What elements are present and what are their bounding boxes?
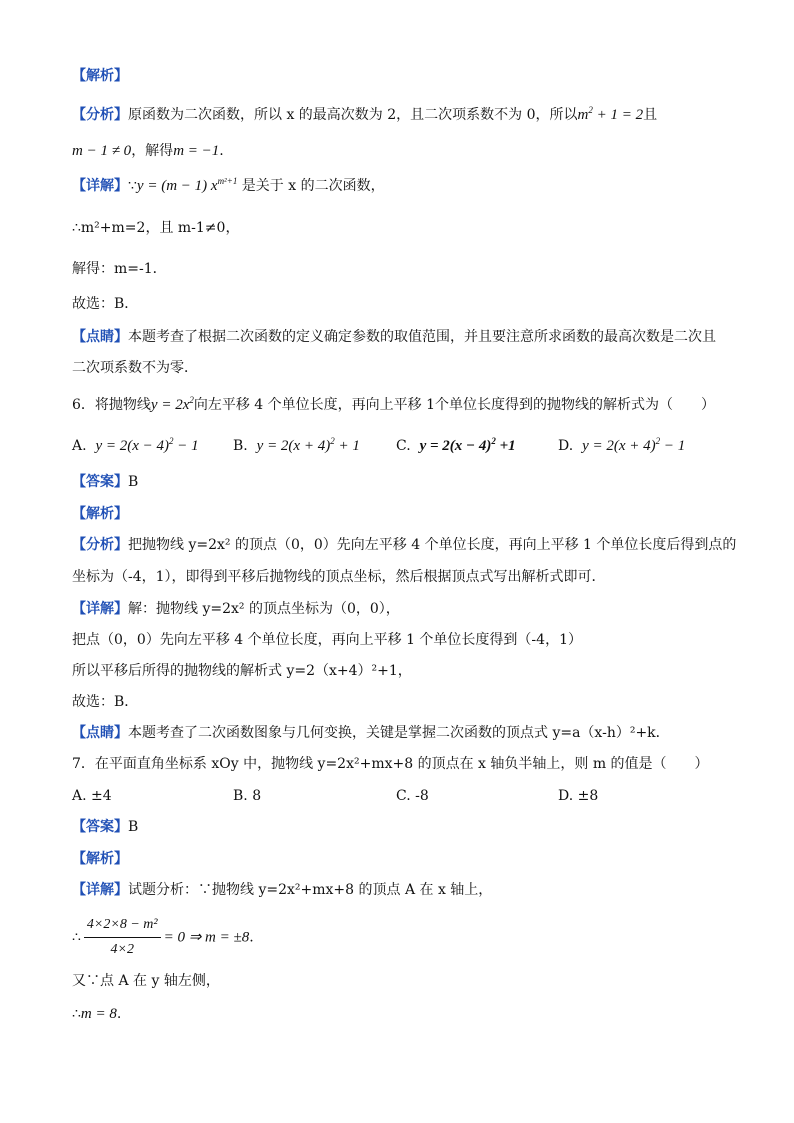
q6-option-d: D. $y = 2(x + 4)^2 - 1$	[558, 436, 686, 454]
q6-stem-suffix: 向左平移 4 个单位长度，再向上平移 1个单位长度得到的抛物线的解析式为（ ）	[193, 397, 716, 413]
fenxi-tag: 【分析】	[72, 537, 128, 553]
q6-stem-math: $y = 2x^2$	[150, 395, 194, 413]
period: .	[249, 929, 254, 946]
q6-option-c: C. $y = 2(x - 4)^2 +1$	[396, 436, 516, 454]
q7-option-b: B. 8	[233, 788, 262, 804]
q6-option-b: B. $y = 2(x + 4)^2 + 1$	[233, 436, 360, 454]
q5-xiangjie-line	[72, 176, 385, 196]
q6-xiangjie-line3: 所以平移后所得的抛物线的解析式 y=2（x+4）²+1，	[72, 663, 412, 679]
q5-fenxi-line1	[72, 105, 657, 125]
period: .	[116, 1006, 122, 1022]
xiangjie-tag: 【详解】	[72, 601, 128, 617]
q7-answer-line	[72, 817, 138, 837]
q5-jiexi-heading	[72, 66, 128, 86]
because-symbol: ∵	[128, 178, 137, 194]
dianjing-tag: 【点睛】	[72, 329, 128, 345]
dianjing-text: 本题考查了二次函数图象与几何变换，关键是掌握二次函数的顶点式 y=a（x-h）²+k．	[128, 725, 670, 741]
q5-dianjing-line2: 二次项系数不为零．	[72, 360, 198, 376]
answer-value: B	[128, 819, 139, 835]
q5-solve-line: 解得：m=-1．	[72, 261, 167, 277]
q6-stem-prefix: 6．将抛物线	[72, 397, 151, 413]
fraction	[84, 914, 161, 961]
jiexi-tag: 【解析】	[72, 851, 128, 867]
jiexi-tag: 【解析】	[72, 506, 128, 522]
fenxi-tag: 【分析】	[72, 107, 128, 123]
xiangjie-text: 试题分析：∵抛物线 y=2x²+mx+8 的顶点 A 在 x 轴上，	[128, 882, 493, 898]
q7-xiangjie-line	[72, 880, 492, 900]
xiangjie-tag: 【详解】	[72, 882, 128, 898]
q5-dianjing-line1	[72, 327, 716, 347]
q7-again-line: 又∵点 A 在 y 轴左侧，	[72, 973, 220, 989]
xiangjie-text-1: 解：抛物线 y=2x² 的顶点坐标为（0，0），	[128, 601, 400, 617]
q5-therefore-line: ∴m²+m=2，且 m-1≠0，	[72, 220, 240, 236]
period: .	[219, 143, 224, 159]
q6-answer-line	[72, 472, 138, 492]
q6-xiangjie-line2: 把点（0，0）先向左平移 4 个单位长度，再向上平移 1 个单位长度得到（-4，1）	[72, 632, 582, 648]
q6-choose-line: 故选：B．	[72, 694, 139, 710]
xiangjie-math: y = (m − 1) $x^{m^2+1}$	[136, 176, 238, 194]
fenxi-line2-math2: m = −1	[173, 143, 220, 159]
q7-fraction-line	[72, 914, 254, 961]
fenxi-text: 原函数为二次函数，所以 x 的最高次数为 2，且二次项系数不为 0，所以	[128, 107, 578, 123]
fraction-result: = 0 ⇒ m = ±8	[163, 929, 250, 946]
q6-option-a: A. $y = 2(x - 4)^2 - 1$	[72, 436, 199, 454]
answer-tag: 【答案】	[72, 819, 128, 835]
q5-fenxi-line2	[72, 141, 224, 161]
q6-fenxi-line2: 坐标为（-4，1），即得到平移后抛物线的顶点坐标，然后根据顶点式写出解析式即可．	[72, 569, 606, 585]
dianjing-tag: 【点睛】	[72, 725, 128, 741]
q7-stem: 7．在平面直角坐标系 xOy 中，抛物线 y=2x²+mx+8 的顶点在 x 轴负半轴上，则 m 的值是（ ）	[72, 756, 709, 772]
answer-value: B	[128, 474, 139, 490]
q6-xiangjie-line1	[72, 599, 400, 619]
answer-tag: 【答案】	[72, 474, 128, 490]
q6-fenxi-line1	[72, 535, 736, 555]
fraction-numerator: 4×2×8 − m²	[84, 914, 161, 938]
q7-final-line	[72, 1004, 121, 1024]
q6-stem	[72, 395, 715, 415]
q7-option-c: C. -8	[396, 788, 429, 804]
fenxi-math: $m^2 + 1 = 2$	[577, 105, 644, 123]
fenxi-text-2: 且	[643, 107, 658, 123]
q7-option-d: D. ±8	[558, 788, 599, 804]
q7-jiexi-heading	[72, 849, 128, 869]
fenxi-line2-text: ，解得	[131, 143, 174, 159]
final-math: m = 8	[80, 1006, 117, 1022]
xiangjie-text: 是关于 x 的二次函数，	[237, 178, 385, 194]
xiangjie-tag: 【详解】	[72, 178, 128, 194]
fenxi-line2-math: m − 1 ≠ 0	[72, 143, 132, 159]
q6-dianjing-line	[72, 723, 670, 743]
jiexi-tag: 【解析】	[72, 68, 128, 84]
fenxi-text-1: 把抛物线 y=2x² 的顶点（0，0）先向左平移 4 个单位长度，再向上平移 1 个单位长度后得到点的	[128, 537, 737, 553]
therefore-symbol: ∴	[72, 929, 81, 946]
therefore-symbol: ∴	[72, 1006, 81, 1022]
fraction-denominator: 4×2	[110, 942, 134, 957]
q6-jiexi-heading	[72, 504, 128, 524]
q7-option-a: A. ±4	[72, 788, 112, 804]
q5-choose-line: 故选：B．	[72, 296, 139, 312]
dianjing-text-1: 本题考查了根据二次函数的定义确定参数的取值范围，并且要注意所求函数的最高次数是二次且	[128, 329, 716, 345]
